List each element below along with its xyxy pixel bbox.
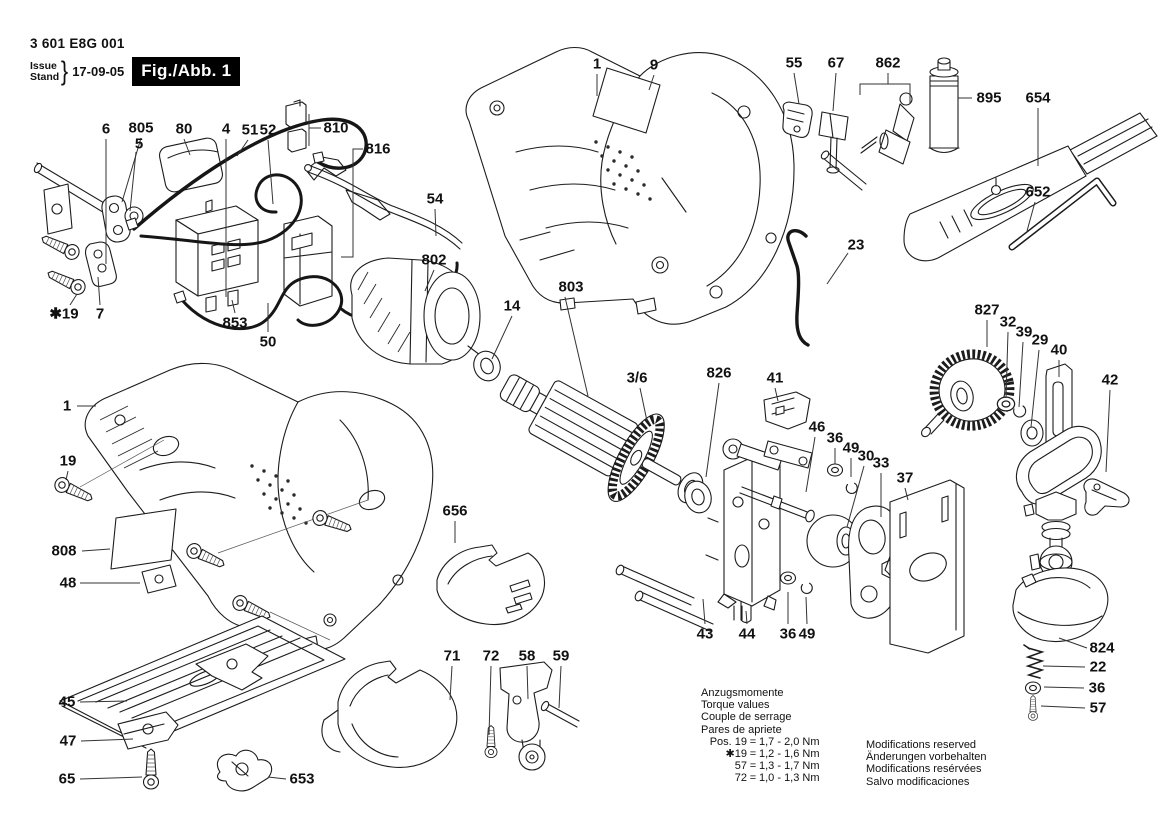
callout-label: 48 xyxy=(59,574,77,592)
torque-row: ✱19 = 1,2 - 1,6 Nm xyxy=(725,748,820,761)
part-49-clip-mid xyxy=(846,483,857,493)
callout-810-16 xyxy=(309,114,349,146)
callout-36-30 xyxy=(827,430,844,465)
callout-label: 862 xyxy=(875,54,901,72)
part-67-lever xyxy=(819,112,848,173)
callout-label: 827 xyxy=(974,301,1000,319)
callout-label: ✱19 xyxy=(49,305,79,323)
callout-5-11 xyxy=(130,136,143,212)
callout-39-41 xyxy=(1016,324,1033,408)
callout-label: 826 xyxy=(706,364,732,382)
callout-label: 50 xyxy=(259,333,277,351)
callout-72-51 xyxy=(483,648,500,736)
part-862-shaft-lever xyxy=(820,93,914,190)
part-1-housing-lower xyxy=(52,363,432,652)
callout-label: 37 xyxy=(896,469,914,487)
part-4-switch xyxy=(176,200,258,312)
callout-label: 19 xyxy=(59,452,77,470)
callout-label: 30 xyxy=(857,447,875,465)
callout-895-5 xyxy=(958,90,1002,107)
part-48-damper-pad xyxy=(142,565,176,593)
part-57-screw xyxy=(1028,696,1037,721)
callout-label: 656 xyxy=(442,502,468,520)
callout-label: 33 xyxy=(872,454,890,472)
figure-label: Fig./Abb. 1 xyxy=(132,57,240,86)
part-22-spring xyxy=(1024,645,1042,678)
part-37-guide-plate xyxy=(882,480,964,653)
callout-label: 1 xyxy=(62,397,72,415)
part-803-armature xyxy=(481,342,724,536)
part-52-brush-holder-frame xyxy=(284,216,332,306)
callout-label: 52 xyxy=(259,121,277,139)
part-65-screw xyxy=(144,749,159,789)
callout-label: 14 xyxy=(503,297,521,315)
callout-label: 4 xyxy=(221,120,231,138)
callout-label: 67 xyxy=(827,54,845,72)
part-14-bearing xyxy=(468,346,504,385)
callout-36-26 xyxy=(627,370,648,422)
torque-heading-fr: Couple de serrage xyxy=(701,711,792,724)
callout-label: 803 xyxy=(558,278,584,296)
torque-heading-de: Anzugsmomente xyxy=(701,687,784,699)
callout-label: 49 xyxy=(842,439,860,457)
callout-label: 59 xyxy=(552,647,570,665)
callout-14-24 xyxy=(492,298,521,360)
callout-22-46 xyxy=(1043,659,1106,676)
callout-55-2 xyxy=(786,55,803,105)
part-827-gear xyxy=(920,347,1017,439)
callout-57-48 xyxy=(1041,700,1106,717)
callout-67-3 xyxy=(828,55,845,112)
callout-49-38 xyxy=(799,597,816,643)
mods-line-es: Salvo modificaciones xyxy=(866,775,970,788)
callout-label: 23 xyxy=(847,236,865,254)
mods-line-fr: Modifications resérvées xyxy=(866,763,982,776)
callout-48-57 xyxy=(60,575,140,592)
part-808-label-flag xyxy=(111,509,176,569)
part-824-support-shoe xyxy=(1013,568,1108,641)
callout-36-47 xyxy=(1044,680,1105,697)
type-number: 3 601 E8G 001 xyxy=(30,36,125,51)
brace-glyph: } xyxy=(61,56,69,86)
callout-54-18 xyxy=(427,191,444,237)
callout-label: 40 xyxy=(1050,341,1068,359)
callout-656-49 xyxy=(442,503,467,544)
callout-19-20 xyxy=(49,294,78,323)
issue-date: 17-09-05 xyxy=(72,64,125,79)
callout-43-35 xyxy=(697,599,714,643)
callout-label: 65 xyxy=(58,770,76,788)
callout-36-37 xyxy=(780,592,797,643)
issue-stand-label: Issue Stand xyxy=(30,59,60,83)
callout-label: 29 xyxy=(1031,331,1049,349)
callout-label: 802 xyxy=(421,251,447,269)
callout-label: 808 xyxy=(51,542,77,560)
callout-51-14 xyxy=(237,122,258,157)
callout-label: 54 xyxy=(426,190,444,208)
part-36-washer-mid xyxy=(828,464,843,476)
mods-line-de: Änderungen vorbehalten xyxy=(866,751,987,764)
part-656-guard-shoe xyxy=(437,545,544,624)
callout-label: 49 xyxy=(798,625,816,643)
part-653-blade-guard xyxy=(217,750,271,791)
part-39-circlip xyxy=(1014,406,1026,417)
part-895-grease-tube xyxy=(929,58,959,153)
callout-label: 652 xyxy=(1025,183,1051,201)
torque-row: Pos. 19 = 1,7 - 2,0 Nm xyxy=(709,735,820,748)
callout-label: 816 xyxy=(365,140,391,158)
callout-label: 41 xyxy=(766,369,784,387)
callout-label: 55 xyxy=(785,54,803,72)
callout-label: 58 xyxy=(518,647,536,665)
callout-label: 805 xyxy=(128,119,154,137)
callout-label: 47 xyxy=(59,732,77,750)
callout-808-56 xyxy=(51,543,110,560)
mods-line-en: Modifications reserved xyxy=(866,739,977,751)
callout-label: 5 xyxy=(134,135,144,153)
part-802-stator xyxy=(351,258,480,364)
callout-23-8 xyxy=(827,237,864,285)
callout-42-44 xyxy=(1102,372,1119,473)
part-43-pins xyxy=(615,564,713,631)
part-71-roller-guard xyxy=(322,661,457,767)
part-72-screw xyxy=(485,726,497,758)
callout-824-45 xyxy=(1059,638,1115,657)
part-29-bearing xyxy=(1021,420,1043,446)
part-23-wire-clip xyxy=(788,231,808,345)
callout-label: 43 xyxy=(696,625,714,643)
part-826-plunger-bracket xyxy=(681,439,816,620)
callout-label: 6 xyxy=(101,120,111,138)
part-55-slider xyxy=(783,102,812,137)
callout-label: 36 xyxy=(779,625,797,643)
callout-52-15 xyxy=(260,122,277,205)
callout-19-55 xyxy=(60,453,77,481)
callout-label: 853 xyxy=(222,314,248,332)
callout-label: 36 xyxy=(1088,679,1106,697)
callout-826-27 xyxy=(706,365,732,478)
callout-label: 45 xyxy=(58,693,76,711)
title-block xyxy=(30,36,240,87)
part-41-stroke-selector xyxy=(764,392,810,429)
torque-heading-es: Pares de apriete xyxy=(701,723,782,736)
callout-label: 72 xyxy=(482,647,500,665)
torque-row: 57 = 1,3 - 1,7 Nm xyxy=(734,760,820,773)
part-42-clamp-lever xyxy=(1084,479,1129,515)
callout-59-53 xyxy=(553,648,570,709)
part-19-screws-left xyxy=(39,231,88,296)
callout-label: 895 xyxy=(976,89,1002,107)
callout-label: 653 xyxy=(289,770,315,788)
part-36-washer-lower xyxy=(781,572,796,584)
callout-label: 57 xyxy=(1089,699,1107,717)
part-32-washer xyxy=(997,397,1014,411)
part-36-washer-bottom xyxy=(1026,682,1041,694)
callout-label: 32 xyxy=(999,313,1017,331)
callout-label: 51 xyxy=(241,121,259,139)
modifications-note xyxy=(866,739,986,788)
torque-row: 72 = 1,0 - 1,3 Nm xyxy=(734,772,820,785)
callout-label: 46 xyxy=(808,418,826,436)
callout-label: 810 xyxy=(323,119,349,137)
torque-heading-en: Torque values xyxy=(701,699,770,712)
callout-805-10 xyxy=(122,120,154,203)
part-58-roller-lever xyxy=(500,662,552,770)
torque-table xyxy=(701,687,820,785)
callout-label: 3/6 xyxy=(626,369,648,387)
callout-label: 654 xyxy=(1025,89,1051,107)
callout-label: 9 xyxy=(649,56,659,74)
callout-653-61 xyxy=(268,771,315,788)
callout-label: 39 xyxy=(1015,323,1033,341)
callout-label: 71 xyxy=(443,647,461,665)
callout-65-60 xyxy=(59,771,142,788)
callout-label: 7 xyxy=(95,305,105,323)
callout-label: 80 xyxy=(175,120,193,138)
callout-label: 824 xyxy=(1089,639,1115,657)
callout-827-39 xyxy=(974,302,999,348)
part-49-clip-lower xyxy=(801,583,812,593)
callout-label: 44 xyxy=(738,625,756,643)
part-7-clip-bar xyxy=(86,242,117,286)
callout-label: 22 xyxy=(1089,658,1107,676)
callout-label: 1 xyxy=(592,55,602,73)
callout-label: 36 xyxy=(826,429,844,447)
callout-label: 42 xyxy=(1101,371,1119,389)
